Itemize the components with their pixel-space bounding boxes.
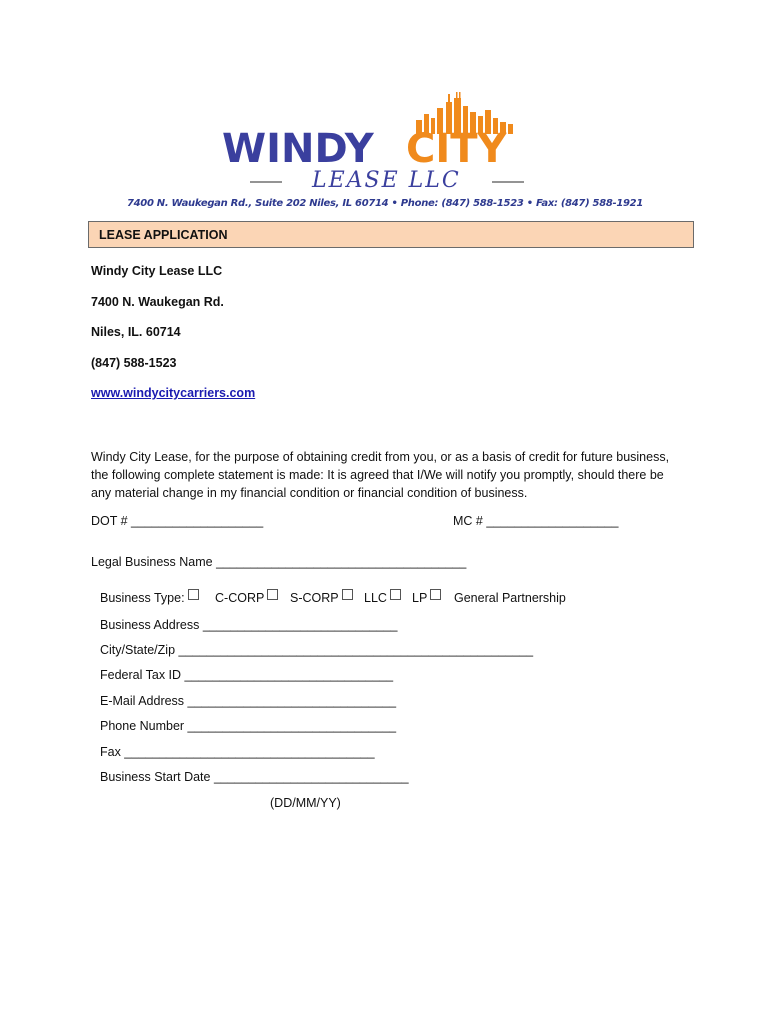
business-type-general-partnership[interactable]: General Partnership [454,591,566,605]
legal-business-name-field[interactable]: Legal Business Name ____________________________________ [91,555,467,569]
business-start-date-field[interactable]: Business Start Date ____________________________ [100,770,409,784]
federal-tax-id-field[interactable]: Federal Tax ID ______________________________ [100,668,394,682]
company-name: Windy City Lease LLC [91,264,223,278]
credit-statement: Windy City Lease, for the purpose of obtaining credit from you, or as a basis of credit for future business, the following complete statement is made: It is agreed that I/We will notify you promptly, should there be any material change in my financial condition or financial condition of business. [91,450,670,500]
checkbox-icon[interactable] [342,589,353,600]
date-format-hint: (DD/MM/YY) [270,796,341,810]
company-city: Niles, IL. 60714 [91,325,181,339]
mc-field[interactable]: MC # ___________________ [453,514,619,528]
business-type-llc[interactable]: LLC [364,591,387,605]
logo-contact-line: 7400 N. Waukegan Rd., Suite 202 Niles, IL 60714 • Phone: (847) 588-1523 • Fax: (847) 588-1921 [126,198,644,209]
company-street: 7400 N. Waukegan Rd. [91,295,224,309]
city-state-zip-field[interactable]: City/State/Zip ___________________________________________________ [100,643,534,657]
company-phone: (847) 588-1523 [91,356,177,370]
dot-field[interactable]: DOT # ___________________ [91,514,264,528]
email-field[interactable]: E-Mail Address ______________________________ [100,694,397,708]
checkbox-icon[interactable] [188,589,199,600]
business-type-label: Business Type: [100,591,185,605]
business-type-lp[interactable]: LP [412,591,427,605]
business-address-field[interactable]: Business Address ____________________________ [100,618,398,632]
checkbox-icon[interactable] [430,589,441,600]
company-logo [0,90,770,218]
page-title: LEASE APPLICATION [99,228,228,242]
company-website-link[interactable]: www.windycitycarriers.com [91,386,256,400]
business-type-c-corp[interactable]: C-CORP [215,591,264,605]
logo-city-text: CITY [406,126,507,172]
phone-field[interactable]: Phone Number ______________________________ [100,719,397,733]
logo-graphic [220,90,550,194]
business-type-s-corp[interactable]: S-CORP [290,591,339,605]
checkbox-icon[interactable] [267,589,278,600]
fax-field[interactable]: Fax ____________________________________ [100,745,375,759]
checkbox-icon[interactable] [390,589,401,600]
logo-lease-text: LEASE LLC [312,168,461,193]
logo-windy-text: WINDY [222,126,374,172]
lease-application-header [88,221,694,248]
